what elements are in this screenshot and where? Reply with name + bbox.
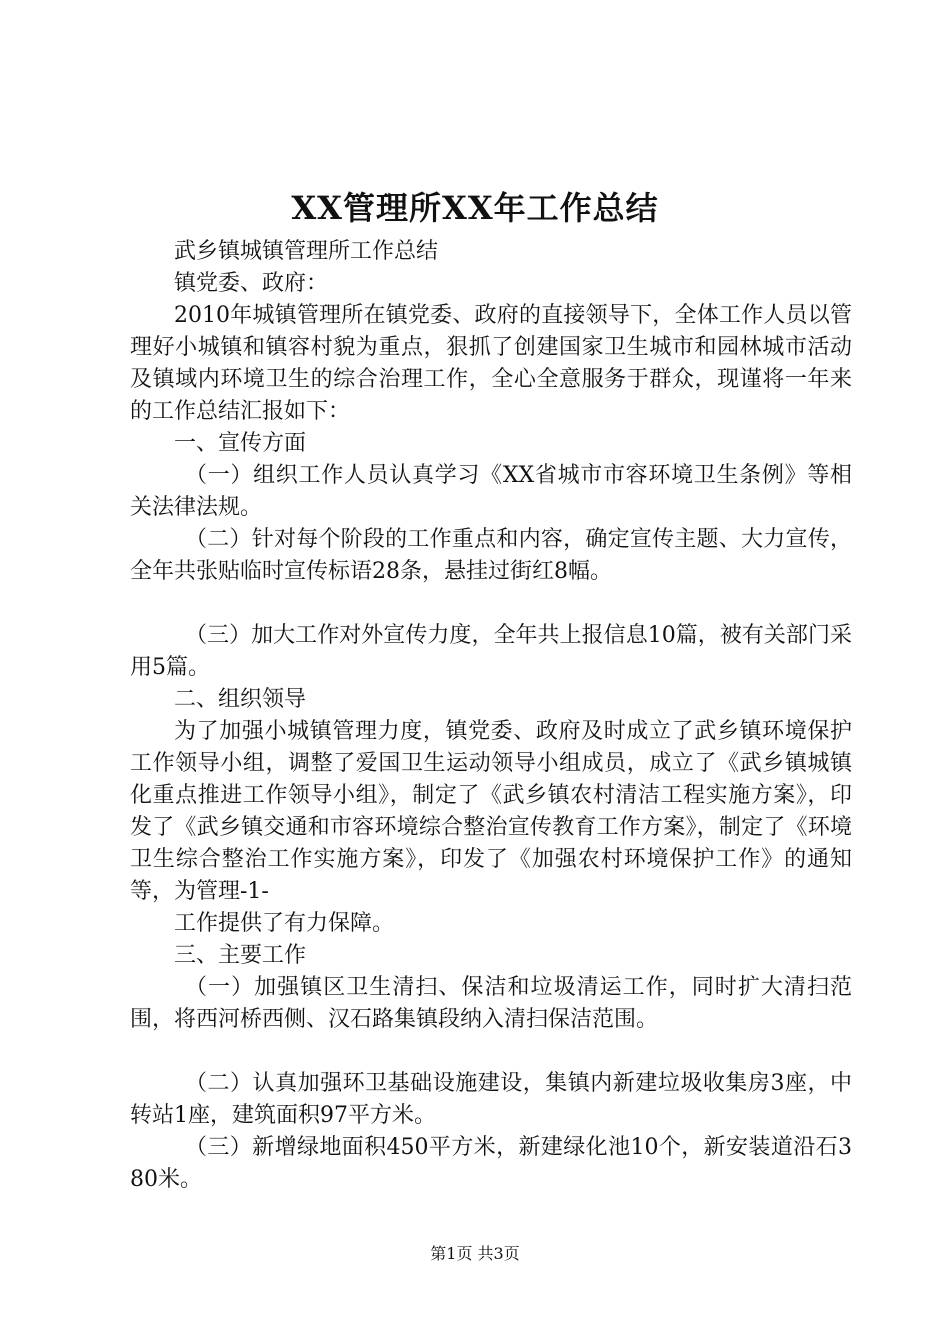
paragraph-gap bbox=[130, 588, 852, 620]
publicity-item-1: （一）组织工作人员认真学习《XX省城市市容环境卫生条例》等相关法律法规。 bbox=[130, 463, 852, 520]
leadership-continuation: 工作提供了有力保障。 bbox=[174, 911, 395, 936]
main-work-item-3: （三）新增绿地面积450平方米，新建绿化池10个，新安装道沿石380米。 bbox=[130, 1135, 852, 1192]
main-work-item-1: （一）加强镇区卫生清扫、保洁和垃圾清运工作，同时扩大清扫范围，将西河桥西侧、汉石路集镇段纳入清扫保洁范围。 bbox=[130, 975, 852, 1032]
page-number-footer: 第1页 共3页 bbox=[430, 1244, 520, 1263]
publicity-item-3: （三）加大工作对外宣传力度，全年共上报信息10篇，被有关部门采用5篇。 bbox=[130, 623, 852, 680]
section-heading-leadership: 二、组织领导 bbox=[174, 687, 307, 712]
leadership-paragraph: 为了加强小城镇管理力度，镇党委、政府及时成立了武乡镇环境保护工作领导小组，调整了爱国卫生运动领导小组成员，成立了《武乡镇城镇化重点推进工作领导小组》，制定了《武乡镇农村清洁工程实施方案》，印发了《武乡镇交通和市容环境综合整治宣传教育工作方案》，制定了《环境卫生综合整治工作实施方案》，印发了《加强农村环境保护工作》的通知等，为管理-1- bbox=[130, 719, 852, 904]
section-heading-publicity: 一、宣传方面 bbox=[174, 431, 307, 456]
document-title: XX管理所XX年工作总结 bbox=[291, 189, 659, 227]
subtitle-line: 武乡镇城镇管理所工作总结 bbox=[174, 239, 439, 264]
paragraph-gap bbox=[130, 1036, 852, 1068]
document-body bbox=[130, 236, 852, 1196]
salutation: 镇党委、政府： bbox=[174, 271, 329, 296]
intro-paragraph: 2010年城镇管理所在镇党委、政府的直接领导下，全体工作人员以管理好小城镇和镇容村貌为重点，狠抓了创建国家卫生城市和园林城市活动及镇域内环境卫生的综合治理工作，全心全意服务于群众，现谨将一年来的工作总结汇报如下： bbox=[130, 303, 852, 424]
section-heading-main-work: 三、主要工作 bbox=[174, 943, 307, 968]
publicity-item-2: （二）针对每个阶段的工作重点和内容，确定宣传主题、大力宣传，全年共张贴临时宣传标语28条，悬挂过街红8幅。 bbox=[130, 527, 852, 584]
main-work-item-2: （二）认真加强环卫基础设施建设，集镇内新建垃圾收集房3座，中转站1座，建筑面积97平方米。 bbox=[130, 1071, 852, 1128]
